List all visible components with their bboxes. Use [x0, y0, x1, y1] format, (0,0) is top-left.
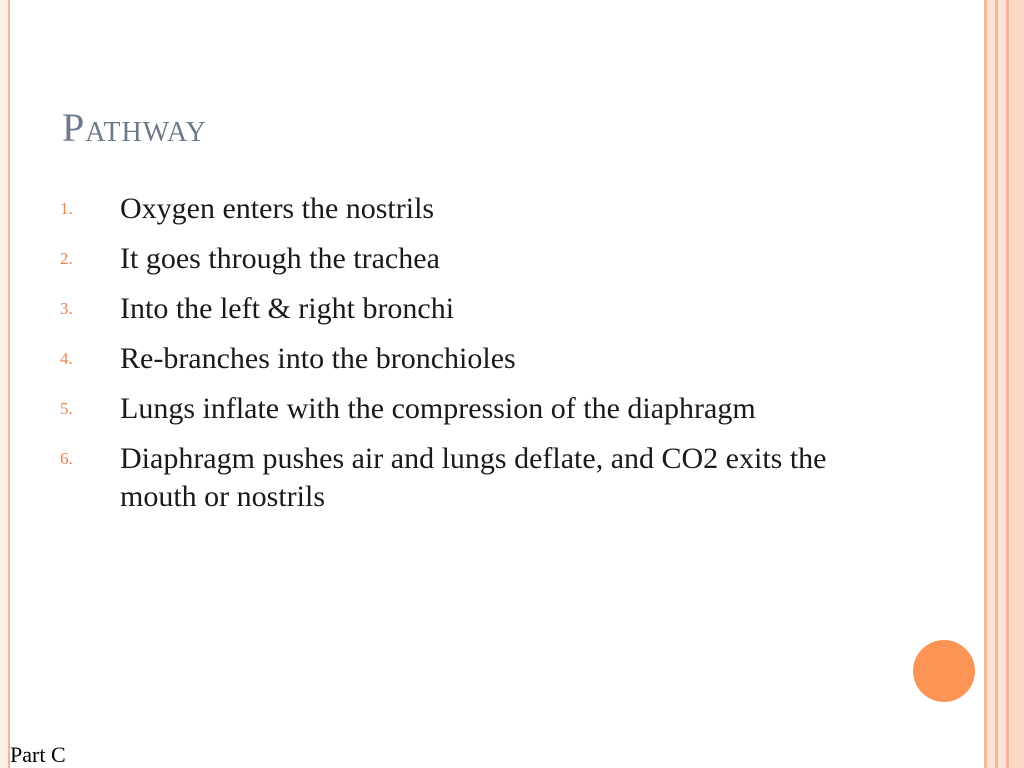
left-decorative-stripe — [0, 0, 10, 768]
decorative-circle — [913, 640, 975, 702]
list-item — [60, 190, 860, 228]
list-text: Diaphragm pushes air and lungs deflate, and CO2 exits the mouth or nostrils — [120, 442, 827, 513]
list-item — [60, 240, 860, 278]
list-item — [60, 290, 860, 328]
pathway-list — [60, 190, 860, 528]
list-text: Re-branches into the bronchioles — [120, 342, 516, 375]
list-text: Lungs inflate with the compression of the diaphragm — [120, 392, 756, 425]
list-number: 2. — [60, 249, 73, 268]
list-number: 5. — [60, 399, 73, 418]
list-number: 6. — [60, 449, 73, 468]
list-text: Oxygen enters the nostrils — [120, 192, 435, 225]
footer-label: Part C — [10, 742, 66, 767]
right-decorative-stripes — [976, 0, 1024, 768]
list-number: 4. — [60, 349, 73, 368]
list-text: Into the left & right bronchi — [120, 292, 455, 325]
slide-title: Pathway — [62, 105, 207, 150]
list-number: 3. — [60, 299, 73, 318]
list-number: 1. — [60, 199, 73, 218]
list-item — [60, 390, 860, 428]
list-item — [60, 440, 860, 516]
list-text: It goes through the trachea — [120, 242, 440, 275]
list-item — [60, 340, 860, 378]
